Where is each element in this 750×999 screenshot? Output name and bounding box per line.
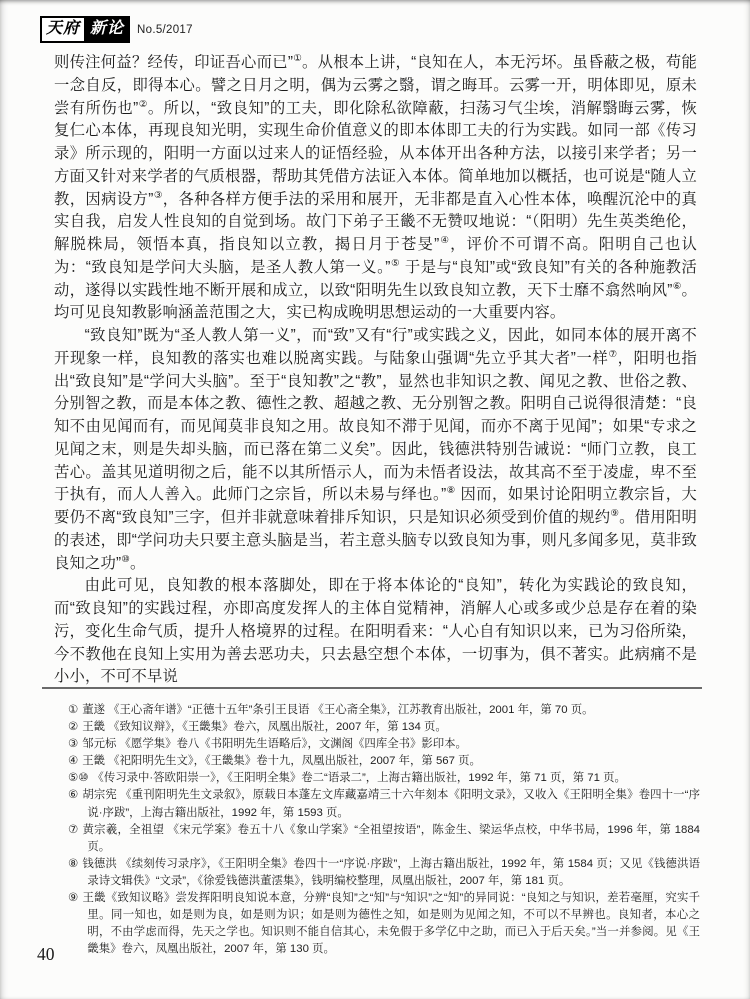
- footnote-item: [68, 719, 700, 736]
- footnote-marker: ⑦: [68, 823, 79, 836]
- footnote-text: 胡宗宪 《重刊阳明先生文录叙》，原载日本蓬左文库藏嘉靖三十六年刻本《阳明文录》，又收入《王阳明全集》卷四十一“序说·序跋”，上海古籍出版社，1992 年，第 1593 页。: [82, 789, 700, 819]
- footnote-text: 邹元标 《愿学集》卷八《书阳明先生语略后》，文渊阁《四库全书》影印本。: [82, 738, 467, 751]
- footnote-text: 董遂 《王心斋年谱》“正德十五年”条引王艮语 《王心斋全集》，江苏教育出版社，2001 年，第 70 页。: [82, 704, 594, 716]
- footnote-marker: ⑨: [68, 892, 79, 905]
- footnote-marker: ⑤⑩: [68, 772, 89, 785]
- article-body: [54, 52, 697, 689]
- article-paragraph: 则传注何益？经传，印证吾心而已”①。从根本上讲，“良知在人，本无污坏。虽昏蔽之极，苟能一念自反，即得本心。譬之日月之明，偶为云雾之翳，谓之晦耳。云雾一开，明体即见，原未尝有所伤也”②。所以，“致良知”的工夫，即化除私欲障蔽，扫荡习气尘埃，消解翳晦云雾，恢复仁心本体，再现良知光明，实现生命价值意义的即本体即工夫的行为实践。如同一部《传习录》所示现的，阳明一方面以过来人的证悟经验，从本体开出各种方法，以接引来学者；另一方面又针对来学者的气质根器，帮助其凭借方法证入本体。简单地加以概括，也可说是“随人立教，因病设方”③，各种各样方便手法的采用和展开，无非都是直入心性本体，唤醒沉沦中的真实自我，启发人性良知的自觉到场。故门下弟子王畿不无赞叹地说：“（阳明）先生英类绝伦，解脱株局，领悟本真，指良知以立教，揭日月于苍旻”④，评价不可谓不高。阳明自己也认为：“致良知是学问大头脑，是圣人教人第一义。”⑤ 于是与“良知”或“致良知”有关的各种施教活动，遂得以实践性地不断开展和成立，以致“阳明先生以致良知立教，天下士靡不翕然响风”⑥。均可见良知教影响涵盖范围之大，实已构成晚明思想运动的一大重要内容。: [54, 52, 698, 322]
- article-paragraph: 由此可见，良知教的根本落脚处，即在于将本体论的“良知”，转化为实践论的致良知，而“致良知”的实践过程，亦即高度发挥人的主体自觉精神，消解人心或多或少总是存在着的染污，变化生命气质，提升人格境界的过程。在阳明看来：“人心自有知识以来，已为习俗所染，今不教他在良知上实用为善去恶功夫，只去悬空想个本体，一切事为，俱不著实。此病痛不是小小，不可不早说: [54, 577, 697, 686]
- footnotes-section: [68, 702, 700, 958]
- footnote-text: 王畿《致知议略》尝发挥阳明良知说本意，分辨“良知”之“知”与“知识”之“知”的异同说：“良知之与知识，差若毫厘，究实千里。同一知也，如是则为良，如是则为识；如是则为德性之知，如是则为见闻之知，不可以不早辨也。良知者，本心之明，不由学虑而得，先天之学也。知识则不能自信其心，未免假于多学亿中之助，而已入于后天矣。”当一并参阅。见《王畿集》卷六，凤凰出版社，2007 年，第 130 页。: [82, 892, 700, 956]
- footnote-text: 王畿 《致知议辩》，《王畿集》卷六，凤凰出版社，2007 年，第 134 页。: [82, 721, 447, 734]
- footnote-marker: ⑧: [68, 857, 79, 870]
- footnote-item: [68, 702, 700, 719]
- article-paragraph: “致良知”既为“圣人教人第一义”，而“致”又有“行”或实践之义，因此，如同本体的展开离不开现象一样，良知教的落实也难以脱离实践。与陆象山强调“先立乎其大者”一样⑦，阳明也指出“致良知”是“学问大头脑”。至于“良知教”之“教”，显然也非知识之教、闻见之教、世俗之教、分别智之教，而是本体之教、德性之教、超越之教、无分别智之教。阳明自己说得很清楚：“良知不由见闻而有，而见闻莫非良知之用。故良知不滞于见闻，而亦不离于见闻”；如果“专求之见闻之末，则是失却头脑，而已落在第二义矣”。因此，钱德洪特别告诫说：“师门立教，良工苦心。盖其见道明彻之后，能不以其所悟示人，而为未悟者设法，故其高不至于凌虚，卑不至于执有，而人人善入。此师门之宗旨，所以未易与绎也。”⑧ 因而，如果讨论阳明立教宗旨，大要仍不离“致良知”三字，但并非就意味着排斥知识，只是知识必须受到价值的规约⑨。借用阳明的表述，即“学问功夫只要主意头脑是当，若主意头脑专以致良知为事，则凡多闻多见，莫非致良知之功”⑩。: [54, 327, 697, 572]
- footnote-text: 钱德洪 《续刻传习录序》，《王阳明全集》卷四十一“序说·序跋”，上海古籍出版社，1992 年，第 1584 页；又见《钱德洪语录诗文辑佚》“文录”，《徐爱钱德洪董澐集》，钱明编校整理，凤凰出版社，2007 年，第 181 页。: [82, 857, 700, 887]
- footnote-separator: [42, 687, 702, 689]
- issue-number: No.5/2017: [137, 23, 193, 36]
- page-number: 40: [37, 944, 55, 964]
- journal-logo-xinlun: 新论: [86, 16, 130, 43]
- footnote-item: [68, 787, 700, 821]
- footnote-item: [68, 770, 700, 787]
- footnote-marker: ③: [68, 738, 79, 751]
- footnote-item: [68, 753, 700, 770]
- footnote-text: 王畿 《祀阳明先生文》，《王畿集》卷十九，凤凰出版社，2007 年，第 567 页。: [82, 755, 481, 768]
- footnote-text: 黄宗羲，全祖望 《宋元学案》卷五十八《象山学案》“全祖望按语”，陈金生、梁运华点校，中华书局，1996 年，第 1884 页。: [82, 823, 701, 853]
- footnote-marker: ①: [68, 704, 79, 716]
- journal-logo: [40, 16, 130, 43]
- footnote-marker: ②: [68, 721, 79, 734]
- footnote-text: 《传习录中·答欧阳崇一》，《王阳明全集》卷二“语录二”，上海古籍出版社，1992 年，第 71 页，第 71 页。: [92, 772, 626, 785]
- footnote-item: [68, 822, 700, 856]
- journal-logo-tianfu: 天府: [40, 16, 86, 43]
- footnote-item: [68, 736, 700, 753]
- footnote-item: [68, 890, 700, 958]
- journal-header: [40, 16, 193, 43]
- footnote-item: [68, 856, 700, 890]
- footnote-marker: ⑥: [68, 789, 79, 802]
- footnote-marker: ④: [68, 755, 79, 768]
